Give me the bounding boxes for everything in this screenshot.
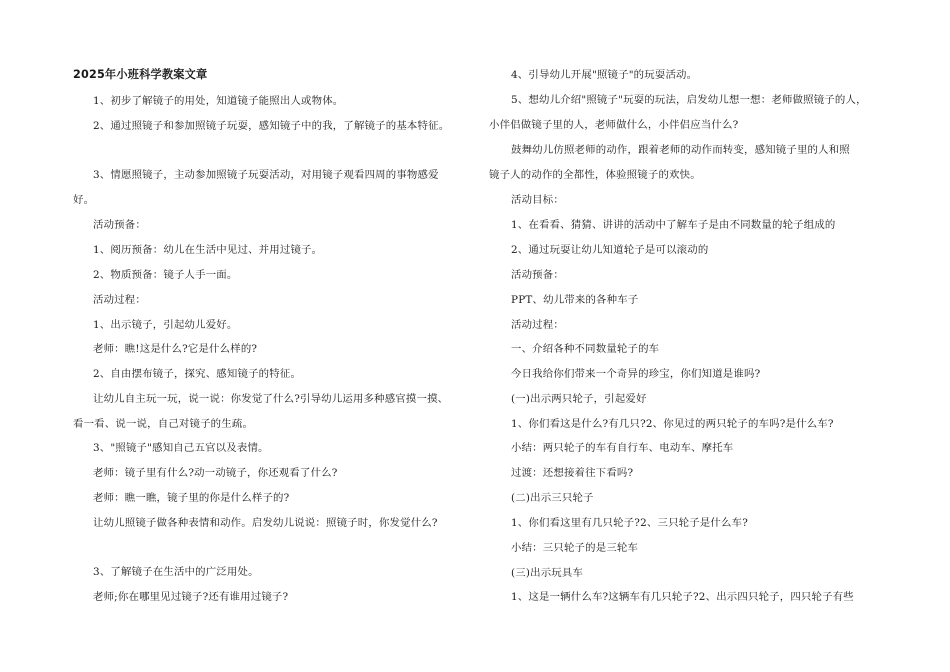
text-line: 今日我给你们带来一个奇异的珍宝，你们知道是谁吗? bbox=[511, 368, 761, 380]
text-line: 一、介绍各种不同数量轮子的车 bbox=[511, 343, 660, 355]
text-line: (二)出示三只轮子 bbox=[511, 492, 594, 504]
text-line: 过渡：还想接着往下看吗? bbox=[511, 467, 634, 479]
text-line: 让幼儿自主玩一玩，说一说：你发觉了什么?引导幼儿运用多种感官摸一摸、 bbox=[93, 393, 449, 405]
text-line: 活动预备： bbox=[511, 269, 564, 281]
text-line: 鼓舞幼儿仿照老师的动作，跟着老师的动作而转变，感知镜子里的人和照 bbox=[511, 144, 850, 156]
text-line: (三)出示玩具车 bbox=[511, 567, 584, 579]
text-line: 1、出示镜子，引起幼儿爱好。 bbox=[93, 319, 238, 331]
text-line: 3、情愿照镜子，主动参加照镜子玩耍活动，对用镜子观看四周的事物感爱 bbox=[93, 169, 439, 181]
text-line: 镜子人的动作的全都性，体验照镜子的欢快。 bbox=[489, 169, 701, 181]
text-line: 1、阅历预备：幼儿在生活中见过、并用过镜子。 bbox=[93, 244, 323, 256]
text-line: 老师：镜子里有什么?动一动镜子，你还观看了什么? bbox=[93, 467, 338, 479]
text-line: 老师;你在哪里见过镜子?还有谁用过镜子? bbox=[93, 591, 289, 603]
text-line: 活动过程： bbox=[93, 294, 146, 306]
text-line: 老师：瞧一瞧，镜子里的你是什么样子的? bbox=[93, 492, 290, 504]
text-line: 活动过程： bbox=[511, 319, 564, 331]
text-line: 3、"照镜子"感知自己五官以及表情。 bbox=[93, 442, 269, 454]
text-line: 小结：两只轮子的车有自行车、电动车、摩托车 bbox=[511, 442, 734, 454]
text-line: 2、自由摆布镜子，探究、感知镜子的特征。 bbox=[93, 368, 302, 380]
text-line: 小结：三只轮子的是三轮车 bbox=[511, 542, 639, 554]
text-line: 活动目标： bbox=[511, 194, 564, 206]
text-line: 1、在看看、猜猜、讲讲的活动中了解车子是由不同数量的轮子组成的 bbox=[511, 219, 836, 231]
text-line: 2、通过玩耍让幼儿知道轮子是可以滚动的 bbox=[511, 244, 709, 256]
text-line: 1、这是一辆什么车?这辆车有几只轮子?2、出示四只轮子，四只轮子有些 bbox=[511, 591, 854, 603]
text-line: 1、你们看这是什么?有几只?2、你见过的两只轮子的车吗?是什么车? bbox=[511, 418, 834, 430]
text-line: 3、了解镜子在生活中的广泛用处。 bbox=[93, 566, 259, 578]
text-line: 让幼儿照镜子做各种表情和动作。启发幼儿说说：照镜子时，你发觉什么? bbox=[93, 517, 438, 529]
document-title: 2025年小班科学教案文章 bbox=[73, 68, 208, 81]
text-line: (一)出示两只轮子，引起爱好 bbox=[511, 393, 647, 405]
text-line: 看一看、说一说，自己对镜子的生疏。 bbox=[73, 418, 254, 430]
text-line: 2、通过照镜子和参加照镜子玩耍，感知镜子中的我，了解镜子的基本特征。 bbox=[93, 120, 450, 132]
text-line: 好。 bbox=[73, 194, 95, 206]
text-line: 小伴侣做镜子里的人，老师做什么，小伴侣应当什么? bbox=[489, 119, 739, 131]
text-line: 活动预备： bbox=[93, 219, 146, 231]
text-line: 4、引导幼儿开展"照镜子"的玩耍活动。 bbox=[511, 69, 698, 81]
text-line: 老师：瞧!这是什么?它是什么样的? bbox=[93, 343, 258, 355]
text-line: 1、初步了解镜子的用处，知道镜子能照出人或物体。 bbox=[93, 95, 344, 107]
text-line: PPT、幼儿带来的各种车子 bbox=[511, 294, 639, 306]
text-line: 1、你们看这里有几只轮子?2、三只轮子是什么车? bbox=[511, 517, 748, 529]
text-line: 2、物质预备：镜子人手一面。 bbox=[93, 269, 238, 281]
text-line: 5、想幼儿介绍"照镜子"玩耍的玩法，启发幼儿想一想：老师做照镜子的人， bbox=[511, 94, 867, 106]
